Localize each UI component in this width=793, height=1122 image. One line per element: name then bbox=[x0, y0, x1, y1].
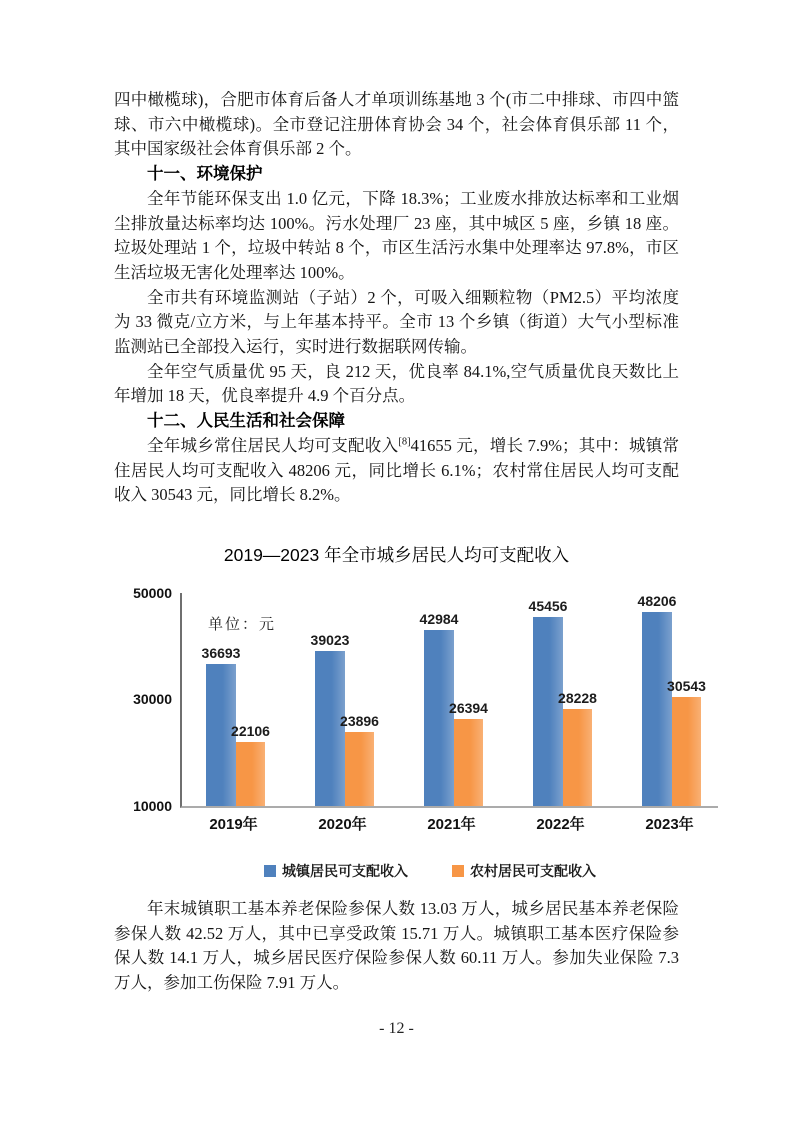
chart-title: 2019—2023 年全市城乡居民人均可支配收入 bbox=[223, 544, 570, 565]
bar-value-label: 42984 bbox=[419, 611, 459, 628]
legend-swatch-icon bbox=[452, 865, 464, 877]
bar-group-2019年 bbox=[201, 593, 270, 806]
bar-value-label: 48206 bbox=[637, 592, 677, 609]
bar-wrap bbox=[558, 593, 597, 806]
paragraph-environment-spending: 全年节能环保支出 1.0 亿元，下降 18.3%；工业废水排放达标率和工业烟尘排放量达标率均达 100%。污水处理厂 23 座，其中城区 5 座，乡镇 18 座。垃圾处理站 1 个，垃圾中转站 8 个，市区生活污水集中处理率达 97.8%，市区生活垃圾无害化处理率达 100%。 bbox=[114, 188, 679, 282]
bar-2019年-series-1 bbox=[236, 742, 265, 806]
page-content bbox=[114, 88, 706, 1038]
x-axis-label: 2020年 bbox=[318, 815, 367, 833]
bar-wrap bbox=[201, 593, 241, 806]
bar-2023年-series-0 bbox=[642, 612, 672, 806]
bar-2021年-series-0 bbox=[424, 630, 454, 806]
income-text-pre: 全年城乡常住居民人均可支配收入 bbox=[147, 435, 399, 455]
paragraph-income bbox=[114, 434, 679, 508]
section-heading-livelihood: 十二、人民生活和社会保障 bbox=[147, 412, 345, 431]
income-text-post: 41655 元，增长 7.9%；其中：城镇常住居民人均可支配收入 48206 元，同比增长 6.1%；农村常住居民人均可支配收入 30543 元，同比增长 8.2%。 bbox=[114, 435, 680, 505]
paragraph-social-insurance: 年末城镇职工基本养老保险参保人数 13.03 万人，城乡居民基本养老保险参保人数 42.52 万人，其中已享受政策 15.71 万人。城镇职工基本医疗保险参保人数 14.1 万人，城乡居民医疗保险参保人数 60.11 万人。参加失业保险 7.3 万人，参加工伤保险 7.91 万人。 bbox=[114, 898, 679, 993]
chart-x-axis-labels bbox=[180, 813, 718, 834]
chart-unit-label: 单位：元 bbox=[208, 615, 277, 633]
section-heading-environment: 十一、环境保护 bbox=[147, 165, 263, 184]
paragraph-monitoring-stations: 全市共有环境监测站（子站）2 个，可吸入细颗粒物（PM2.5）平均浓度为 33 微克/立方米，与上年基本持平。全市 13 个乡镇（街道）大气小型标准监测站已全部投入运行，实时进行数据联网传输。 bbox=[114, 287, 679, 357]
x-axis-label: 2022年 bbox=[536, 815, 585, 833]
bar-value-label: 26394 bbox=[449, 699, 488, 716]
legend-label: 城镇居民可支配收入 bbox=[282, 862, 408, 879]
legend-swatch-icon bbox=[264, 865, 276, 877]
bar-value-label: 39023 bbox=[310, 632, 350, 649]
x-axis-label: 2023年 bbox=[645, 815, 694, 833]
bar-wrap bbox=[340, 593, 379, 806]
footnote-ref-8: [8] bbox=[398, 436, 411, 448]
x-axis-label: 2019年 bbox=[209, 815, 258, 833]
bar-group-2020年 bbox=[310, 593, 379, 806]
chart-plot bbox=[133, 584, 718, 814]
legend-item-1 bbox=[452, 861, 596, 881]
bar-value-label: 28228 bbox=[558, 689, 597, 706]
bar-2023年-series-1 bbox=[672, 697, 701, 806]
page-number: - 12 - bbox=[379, 1019, 414, 1037]
y-tick-label: 10000 bbox=[133, 797, 172, 814]
bar-group-2022年 bbox=[528, 593, 597, 806]
x-axis-label: 2021年 bbox=[427, 815, 476, 833]
bar-wrap bbox=[637, 592, 677, 806]
bar-wrap bbox=[310, 593, 350, 806]
bar-value-label: 30543 bbox=[667, 677, 706, 694]
income-bar-chart bbox=[124, 584, 736, 881]
legend-label: 农村居民可支配收入 bbox=[470, 862, 596, 879]
chart-legend bbox=[124, 861, 736, 881]
y-tick-label: 30000 bbox=[133, 691, 172, 708]
bar-value-label: 22106 bbox=[231, 722, 270, 739]
bar-value-label: 23896 bbox=[340, 712, 379, 729]
bar-group-2023年 bbox=[637, 592, 706, 806]
bar-2021年-series-1 bbox=[454, 719, 483, 806]
bar-2022年-series-0 bbox=[533, 617, 563, 806]
bar-group-2021年 bbox=[419, 593, 488, 806]
bar-2020年-series-1 bbox=[345, 732, 374, 806]
chart-bars-area bbox=[182, 593, 718, 806]
bar-value-label: 36693 bbox=[201, 644, 241, 661]
paragraph-air-quality: 全年空气质量优 95 天，良 212 天，优良率 84.1%,空气质量优良天数比上年增加 18 天，优良率提升 4.9 个百分点。 bbox=[114, 361, 679, 406]
bar-wrap bbox=[667, 593, 706, 806]
bar-wrap bbox=[449, 593, 488, 806]
paragraph-sports: 四中橄榄球)，合肥市体育后备人才单项训练基地 3 个(市二中排球、市四中篮球、市六中橄榄球)。全市登记注册体育协会 34 个，社会体育俱乐部 11 个，其中国家级社会体育俱乐部 2 个。 bbox=[114, 90, 679, 159]
y-tick-label: 50000 bbox=[133, 584, 172, 601]
bar-value-label: 45456 bbox=[528, 598, 568, 615]
legend-item-0 bbox=[264, 861, 408, 881]
bar-2022年-series-1 bbox=[563, 709, 592, 806]
